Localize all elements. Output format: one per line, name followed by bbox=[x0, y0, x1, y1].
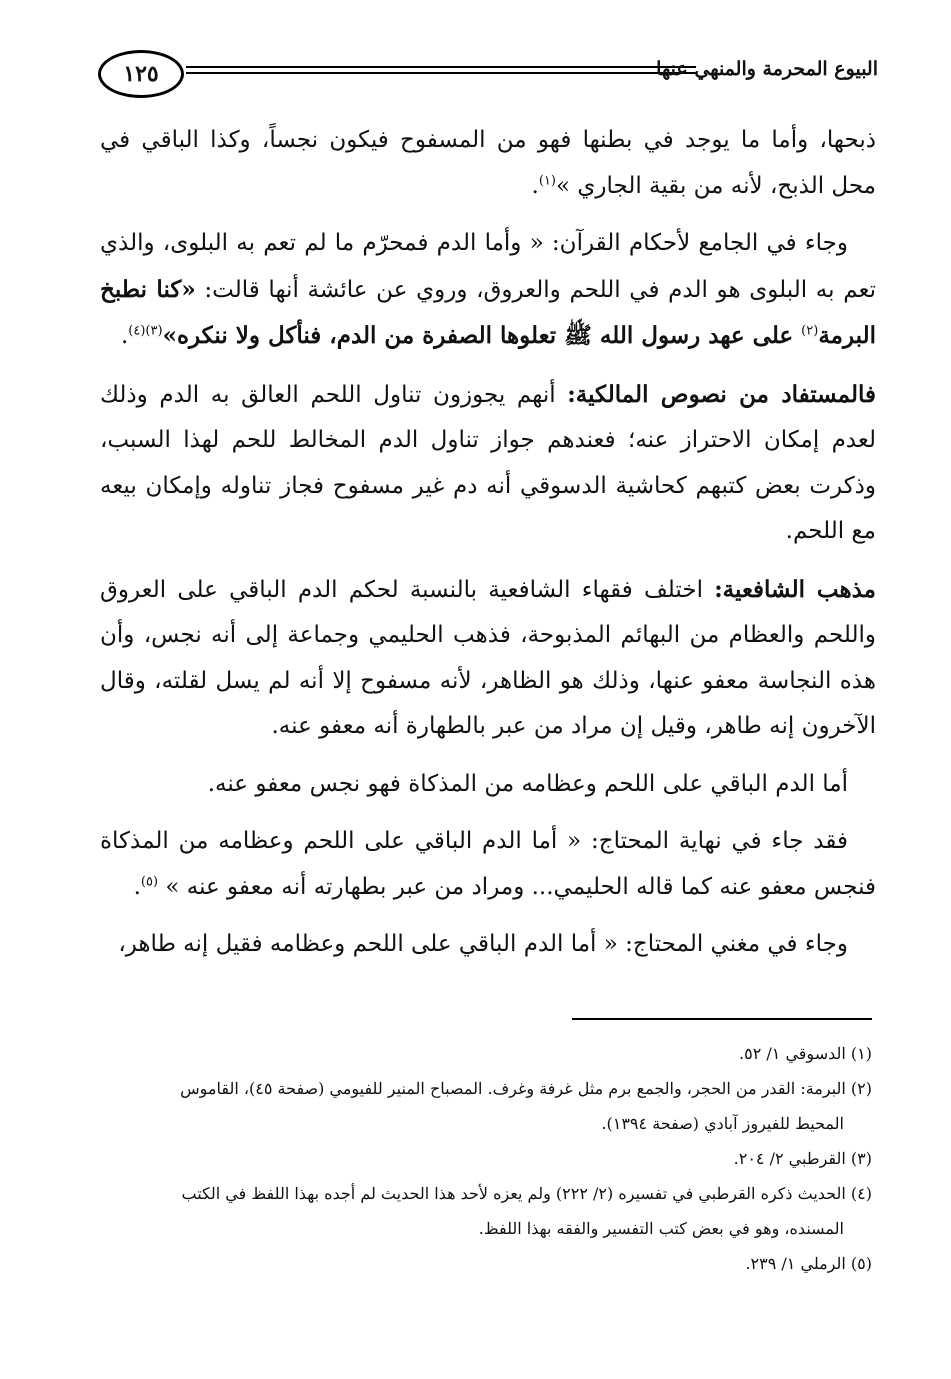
paragraph-2 bbox=[100, 221, 876, 360]
footnote-5: (٥) الرملي ١/ ٢٣٩. bbox=[745, 1254, 872, 1273]
footnote-ref-2: (٢) bbox=[801, 323, 819, 339]
paragraph-3-lead: فالمستفاد من نصوص المالكية: bbox=[567, 380, 876, 408]
paragraph-6-end: . bbox=[133, 873, 141, 900]
footnote-4-continued: المسنده، وهو في بعض كتب التفسير والفقه بهذا اللفظ. bbox=[478, 1219, 844, 1238]
footnote-2-continued: المحيط للفيروز آبادي (صفحة ١٣٩٤). bbox=[601, 1114, 844, 1133]
paragraph-2-text: وجاء في الجامع لأحكام القرآن: « وأما الدم فمحرّم ما لم تعم به البلوى، والذي تعم به البلوى هو الدم في اللحم والعروق، وروي عن عائشة أنها قالت: bbox=[100, 230, 876, 303]
footnote-ref-1: (١) bbox=[538, 172, 556, 188]
page-number: ١٢٥ bbox=[98, 50, 184, 98]
footnote-ref-3-4: (٣)(٤) bbox=[128, 323, 163, 339]
header-double-rule bbox=[186, 66, 696, 74]
paragraph-5: أما الدم الباقي على اللحم وعظامه من المذكاة فهو نجس معفو عنه. bbox=[207, 770, 848, 797]
footnotes bbox=[100, 1036, 872, 1281]
paragraph-3 bbox=[100, 372, 876, 555]
running-title: البيوع المحرمة والمنهي عنها bbox=[656, 58, 878, 80]
paragraph-4-text: اختلف فقهاء الشافعية بالنسبة لحكم الدم الباقي على العروق واللحم والعظام من البهائم المذبوحة، فذهب الحليمي وجماعة إلى أنه نجس، وأن هذه النجاسة معفو عنها، وذلك هو الظاهر، لأنه مسفوح إلا أنه لم يسل لقلته، وقال الآخرون إنه طاهر، وقيل إن مراد من عبر بالطهارة أنه معفو عنه. bbox=[100, 576, 876, 739]
paragraph-2-end: . bbox=[120, 323, 129, 349]
footnote-2: (٢) البرمة: القدر من الحجر، والجمع برم مثل غرفة وغرف. المصباح المنير للفيومي (صفحة ٤٥)، القاموس bbox=[180, 1079, 872, 1098]
footnote-1: (١) الدسوقي ١/ ٥٢. bbox=[739, 1044, 872, 1063]
footnote-ref-5: (٥) bbox=[140, 873, 159, 889]
paragraph-3-text: أنهم يجوزون تناول اللحم العالق به الدم وذلك لعدم إمكان الاحتراز عنه؛ فعندهم جواز تناول الدم المخالط للحم لهذا السبب، وذكرت بعض كتبهم كحاشية الدسوقي أنه دم غير مسفوح فجاز تناوله وإمكان بيعه مع اللحم. bbox=[100, 381, 876, 544]
hadith-quote-end: على عهد رسول الله ﷺ تعلوها الصفرة من الدم، فنأكل ولا ننكره» bbox=[162, 322, 802, 349]
footnote-separator bbox=[572, 1018, 872, 1020]
hadith-quote-start: «كنا نطبخ البرمة bbox=[100, 275, 876, 349]
paragraph-4-lead: مذهب الشافعية: bbox=[714, 575, 876, 603]
paragraph-1-end: . bbox=[531, 172, 539, 199]
paragraph-1 bbox=[100, 118, 876, 209]
paragraph-4 bbox=[100, 567, 876, 750]
paragraph-6 bbox=[100, 819, 876, 910]
paragraph-6-text: فقد جاء في نهاية المحتاج: « أما الدم الباقي على اللحم وعظامه من المذكاة فنجس معفو عنه كما قاله الحليمي... ومراد من عبر بطهارته أنه معفو عنه » bbox=[100, 828, 876, 900]
paragraph-7: وجاء في مغني المحتاج: « أما الدم الباقي على اللحم وعظامه فقيل إنه طاهر، bbox=[118, 931, 848, 957]
main-text bbox=[100, 118, 876, 980]
paragraph-1-text: ذبحها، وأما ما يوجد في بطنها فهو من المسفوح فيكون نجساً، وكذا الباقي في محل الذبح، لأنه من بقية الجاري » bbox=[100, 127, 876, 199]
footnote-4: (٤) الحديث ذكره القرطبي في تفسيره (٢/ ٢٢٢) ولم يعزه لأحد هذا الحديث لم أجده بهذا اللفظ في الكتب bbox=[181, 1184, 872, 1203]
footnote-3: (٣) القرطبي ٢/ ٢٠٤. bbox=[733, 1149, 872, 1168]
page-header bbox=[98, 44, 878, 106]
